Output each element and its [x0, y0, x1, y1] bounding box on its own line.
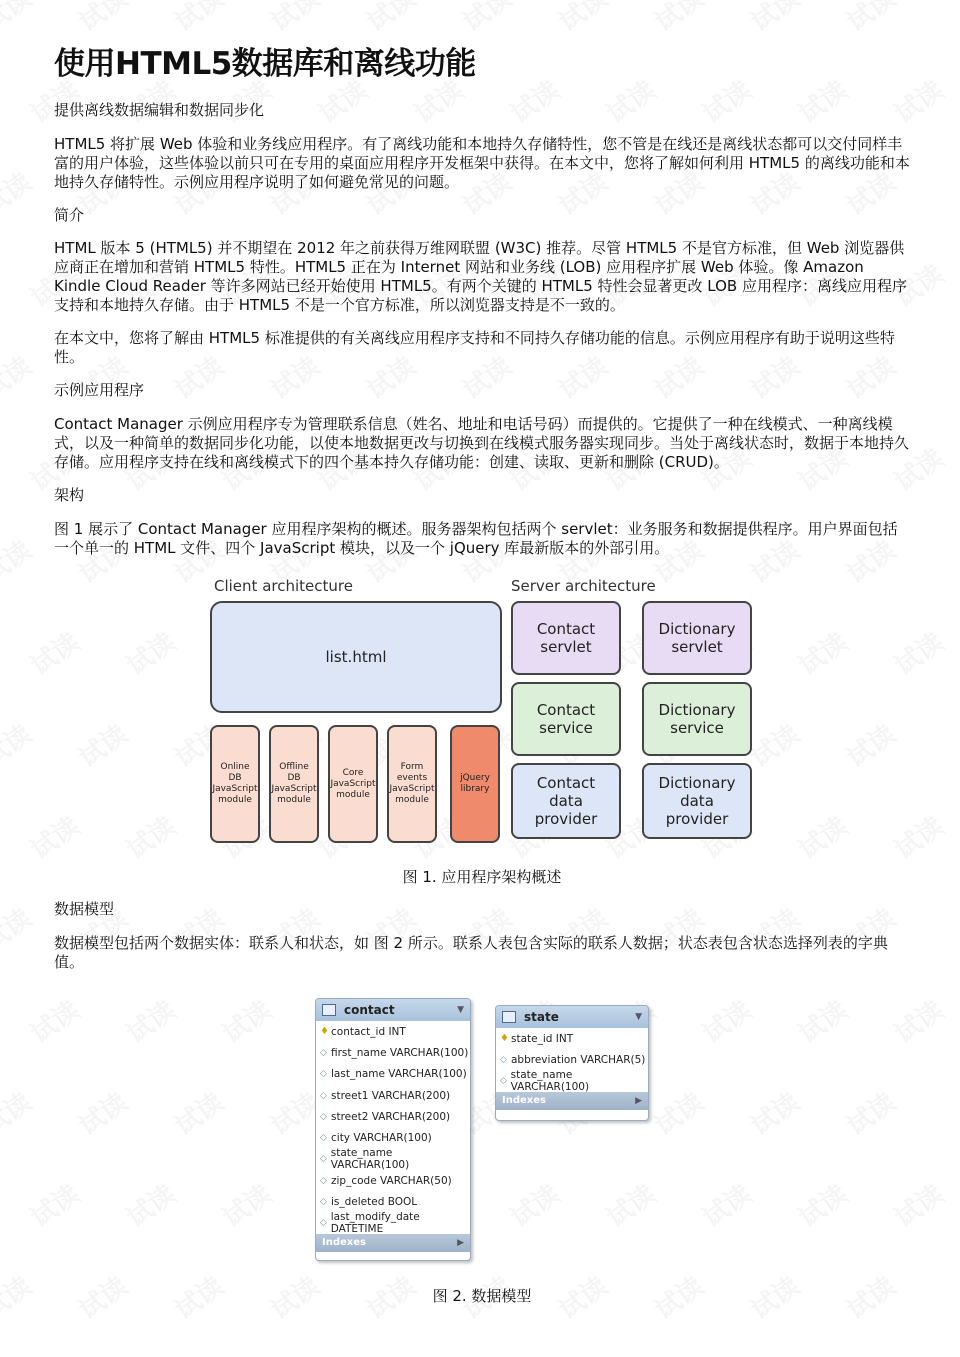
watermark-text — [838, 1082, 902, 1142]
intro-paragraph: HTML5 将扩展 Web 体验和业务线应用程序。有了离线功能和本地持久存储特性，您不管是在线还是离线状态都可以交付同样丰富的用户体验，这些体验以前只可在专用的桌面应用程序开发框架中获得。在本文中，您将了解如何利用 HTML5 的离线功能和本地持久存储特性。示例应用程序说明了如何避免常见的问题。 — [54, 135, 910, 191]
arch-paragraph: 图 1 展示了 Contact Manager 应用程序架构的概述。服务器架构包括两个 servlet：业务服务和数据提供程序。用户界面包括一个单一的 HTML 文件、四个 JavaScript 模块，以及一个 jQuery 库最新版本的外部引用。 — [54, 520, 898, 557]
field-text: zip_code VARCHAR(50) — [331, 1174, 452, 1187]
contact-indexes-footer — [316, 1234, 470, 1252]
contact-data-provider-box: Contact data provider — [511, 763, 621, 839]
watermark-text — [70, 1082, 134, 1142]
watermark-text — [166, 1082, 230, 1142]
watermark-text — [0, 1082, 38, 1142]
table-field-row — [316, 1042, 470, 1063]
watermark-text — [454, 0, 518, 39]
watermark-text — [0, 162, 38, 222]
offline-db-module-box: Offline DB JavaScript module — [269, 725, 319, 843]
watermark-text — [886, 806, 950, 866]
section-heading-model: 数据模型 — [54, 900, 115, 918]
column-icon: ◇ — [320, 1090, 327, 1101]
watermark-text — [118, 622, 182, 682]
state-table-header — [496, 1006, 648, 1028]
watermark-text — [214, 1174, 278, 1234]
column-icon: ◇ — [500, 1076, 507, 1087]
table-field-row — [496, 1071, 648, 1092]
section-heading-intro: 简介 — [54, 206, 85, 224]
jquery-library-box: jQuery library — [450, 725, 500, 843]
field-text: last_name VARCHAR(100) — [331, 1068, 467, 1081]
watermark-text — [550, 0, 614, 39]
subtitle: 提供离线数据编辑和数据同步化 — [54, 101, 265, 119]
column-icon: ◇ — [500, 1054, 507, 1065]
column-icon: ◇ — [320, 1111, 327, 1122]
primary-key-icon: ♦ — [320, 1026, 329, 1038]
contact-table-name: contact — [344, 1003, 395, 1017]
contact-field-list — [316, 1021, 470, 1234]
table-field-row — [316, 1191, 470, 1212]
watermark-text — [646, 0, 710, 39]
table-field-row — [316, 1064, 470, 1085]
contact-table-card — [315, 998, 471, 1261]
watermark-text — [694, 1174, 758, 1234]
intro2-paragraph: HTML 版本 5 (HTML5) 并不期望在 2012 年之前获得万维网联盟 (W3C) 推荐。尽管 HTML5 不是官方标准，但 Web 浏览器供应商正在增加和营销 HTML5 特性。HTML5 正在为 Internet 网站和业务线 (LOB) 应用程序扩展 Web 体验。像 Amazon Kindle Cloud Reader 等许多网站已经开始使用 HTML5。有两个关键的 HTML5 特性会显著更改 LOB 应用程序：离线应用程序支持和本地持久存储。由于 HTML5 不是一个官方标准，所以浏览器支持是不一致的。 — [54, 239, 907, 314]
field-text: street1 VARCHAR(200) — [331, 1089, 451, 1102]
dictionary-service-box: Dictionary service — [642, 682, 752, 756]
intro3-paragraph: 在本文中，您将了解由 HTML5 标准提供的有关离线应用程序支持和不同持久存储功能的信息。示例应用程序有助于说明这些特性。 — [54, 329, 895, 366]
column-icon: ◇ — [320, 1175, 327, 1186]
expand-arrow-icon: ▶ — [635, 1095, 642, 1106]
watermark-text — [118, 1174, 182, 1234]
watermark-text — [118, 990, 182, 1050]
contact-servlet-box: Contact servlet — [511, 601, 621, 675]
watermark-text — [598, 1174, 662, 1234]
column-icon: ◇ — [320, 1197, 327, 1208]
watermark-text — [0, 530, 38, 590]
architecture-figure — [208, 574, 756, 846]
field-text: contact_id INT — [331, 1025, 406, 1038]
field-text: state_name VARCHAR(100) — [330, 1147, 410, 1172]
watermark-text — [502, 1174, 566, 1234]
watermark-text — [0, 0, 38, 39]
watermark-text — [790, 806, 854, 866]
table-field-row — [496, 1049, 648, 1070]
figure1-caption: 图 1. 应用程序架构概述 — [402, 868, 562, 886]
table-field-row — [316, 1085, 470, 1106]
watermark-text — [0, 346, 38, 406]
watermark-text — [886, 1174, 950, 1234]
column-icon: ◇ — [320, 1069, 327, 1080]
watermark-text — [358, 0, 422, 39]
watermark-text — [262, 0, 326, 39]
primary-key-icon: ♦ — [500, 1033, 509, 1045]
watermark-text — [646, 1082, 710, 1142]
table-field-row — [496, 1028, 648, 1049]
watermark-text — [22, 806, 86, 866]
indexes-label: Indexes — [322, 1237, 366, 1249]
indexes-label: Indexes — [502, 1095, 546, 1107]
expand-arrow-icon: ▶ — [457, 1237, 464, 1248]
column-icon: ◇ — [320, 1133, 327, 1144]
watermark-text — [0, 714, 38, 774]
list-html-box: list.html — [210, 601, 502, 713]
table-field-row — [316, 1106, 470, 1127]
table-field-row — [316, 1213, 470, 1234]
field-text: state_id INT — [511, 1032, 574, 1045]
watermark-text — [790, 622, 854, 682]
dictionary-servlet-box: Dictionary servlet — [642, 601, 752, 675]
field-text: city VARCHAR(100) — [331, 1132, 432, 1145]
dropdown-arrow-icon: ▼ — [635, 1012, 642, 1022]
dictionary-data-provider-box: Dictionary data provider — [642, 763, 752, 839]
watermark-text — [0, 1266, 38, 1326]
watermark-text — [886, 622, 950, 682]
section-heading-arch: 架构 — [54, 486, 85, 504]
watermark-text — [742, 0, 806, 39]
state-indexes-footer — [496, 1092, 648, 1110]
watermark-text — [70, 0, 134, 39]
online-db-module-box: Online DB JavaScript module — [210, 725, 260, 843]
watermark-text — [22, 1174, 86, 1234]
field-text: street2 VARCHAR(200) — [331, 1110, 451, 1123]
watermark-text — [790, 1174, 854, 1234]
field-text: state_name VARCHAR(100) — [510, 1069, 590, 1094]
column-icon: ◇ — [320, 1218, 327, 1229]
watermark-text — [22, 622, 86, 682]
dropdown-arrow-icon: ▼ — [457, 1005, 464, 1015]
page-title: 使用HTML5数据库和离线功能 — [54, 46, 476, 82]
server-architecture-label: Server architecture — [511, 577, 656, 595]
table-field-row — [316, 1149, 470, 1170]
form-events-module-box: Form events JavaScript module — [387, 725, 437, 843]
state-table-card — [495, 1005, 649, 1121]
column-icon: ◇ — [320, 1047, 327, 1058]
figure2-caption: 图 2. 数据模型 — [432, 1287, 532, 1305]
section-heading-sample: 示例应用程序 — [54, 381, 145, 399]
table-field-row — [316, 1127, 470, 1148]
watermark-text — [694, 990, 758, 1050]
watermark-text — [0, 898, 38, 958]
field-text: last_modify_date DATETIME — [330, 1211, 420, 1236]
table-icon — [502, 1011, 516, 1023]
field-text: first_name VARCHAR(100) — [331, 1046, 469, 1059]
watermark-text — [790, 990, 854, 1050]
field-text: is_deleted BOOL — [331, 1196, 418, 1209]
state-table-name: state — [524, 1010, 559, 1024]
field-text: abbreviation VARCHAR(5) — [511, 1053, 646, 1066]
watermark-text — [838, 0, 902, 39]
watermark-text — [742, 1082, 806, 1142]
watermark-text — [886, 990, 950, 1050]
watermark-text — [70, 714, 134, 774]
client-architecture-label: Client architecture — [214, 577, 353, 595]
watermark-text — [214, 990, 278, 1050]
watermark-text — [166, 0, 230, 39]
table-icon — [322, 1004, 336, 1016]
model-paragraph: 数据模型包括两个数据实体：联系人和状态，如 图 2 所示。联系人表包含实际的联系人数据；状态表包含状态选择列表的字典值。 — [54, 934, 888, 971]
core-module-box: Core JavaScript module — [328, 725, 378, 843]
watermark-text — [838, 714, 902, 774]
contact-service-box: Contact service — [511, 682, 621, 756]
table-field-row — [316, 1170, 470, 1191]
sample-paragraph: Contact Manager 示例应用程序专为管理联系信息（姓名、地址和电话号码）而提供的。它提供了一种在线模式、一种离线模式，以及一种简单的数据同步化功能，以使本地数据更改与切换到在线模式服务器实现同步。当处于离线状态时，数据于本地持久存储。应用程序支持在线和离线模式下的四个基本持久存储功能：创建、读取、更新和删除 (CRUD)。 — [54, 415, 910, 471]
watermark-text — [22, 990, 86, 1050]
column-icon: ◇ — [320, 1154, 327, 1165]
table-field-row — [316, 1021, 470, 1042]
state-field-list — [496, 1028, 648, 1092]
watermark-text — [118, 806, 182, 866]
contact-table-header — [316, 999, 470, 1021]
